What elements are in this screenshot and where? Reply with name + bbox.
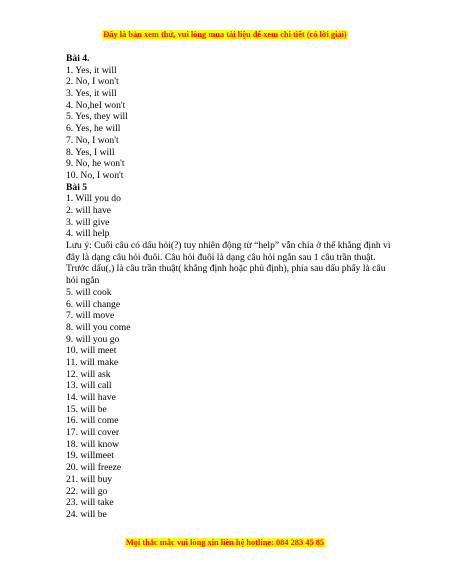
answer-item: 22. will go [66,485,108,497]
answer-item: 3. Yes, it will [66,88,117,100]
answer-item: 16. will come [66,415,119,427]
section-5-title: Bài 5 [66,181,88,193]
document-body [66,53,396,521]
preview-notice-banner [0,29,450,40]
answer-item: 3. will give [66,216,110,228]
answer-item: 9. No, he won't [66,158,125,170]
answer-item: 17. will cover [66,427,120,439]
answer-item: 24. will be [66,508,107,520]
answer-item: 9. will you go [66,333,120,345]
hotline-text: Mọi thắc mắc vui lòng xin liên hệ hotline: 084 283 45 85 [125,538,325,547]
answer-item: 5. will cook [66,286,112,298]
answer-item: 4. No,heI won't [66,99,126,111]
answer-item: 15. will be [66,403,107,415]
answer-item: 20. will freeze [66,462,122,474]
section-4-answers [66,65,396,182]
answer-item: 13. will call [66,380,112,392]
answer-item: 2. will have [66,204,112,216]
answer-item: 1. Yes, it will [66,64,117,76]
hotline-banner [0,537,450,548]
answer-item: 12. will ask [66,368,111,380]
answer-item: 10. will meet [66,345,117,357]
answer-item: 8. Yes, I will [66,146,115,158]
section-5-answers-part-b [66,287,396,521]
answer-item: 7. will move [66,310,115,322]
answer-item: 8. will you come [66,321,131,333]
answer-item: 10. No, I won't [66,169,124,181]
grammar-note: Lưu ý: Cuối câu có dấu hỏi(?) tuy nhiên động từ “help” vẫn chia ở thể khẳng định vì đây là dạng câu hỏi đuôi. Câu hỏi đuôi là dạng câu hỏi ngắn sau 1 câu trần thuật. Trước dấu(,) là câu trần thuật( khẳng định hoặc phủ định), phía sau dấu phẩy là câu hỏi ngắn [66,240,391,287]
answer-item: 18. will know [66,438,120,450]
answer-item: 6. Yes, he will [66,123,121,135]
answer-item: 7. No, I won't [66,134,119,146]
answer-item: 19. willmeet [66,450,114,462]
answer-item: 14. will have [66,392,116,403]
answer-item: 2. No, I won't [66,76,119,88]
section-4-title: Bài 4. [66,53,90,64]
answer-item: 1. Will you do [66,193,121,205]
answer-item: 21. will buy [66,473,113,485]
answer-item: 23. will take [66,497,114,509]
preview-notice-text: Đây là bản xem thử, vui lòng mua tài liệu để xem chi tiết (có lời giải) [103,30,347,39]
answer-item: 4. will help [66,228,110,240]
answer-item: 11. will make [66,356,119,368]
section-5-answers-part-a [66,193,396,240]
answer-item: 6. will change [66,298,121,310]
answer-item: 5. Yes, they will [66,111,128,123]
